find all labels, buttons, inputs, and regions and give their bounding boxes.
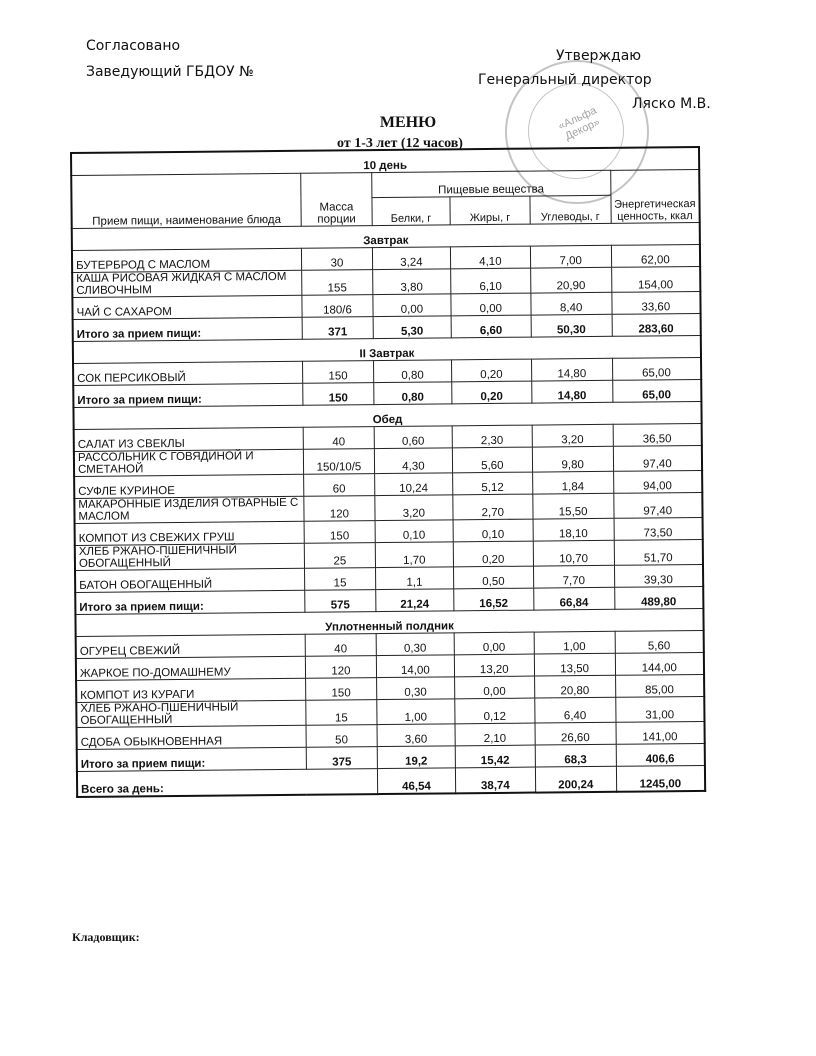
stamp-text: «Альфа Декор»: [556, 104, 602, 143]
dish-name: РАССОЛЬНИК С ГОВЯДИНОЙ И СМЕТАНОЙ: [74, 449, 304, 476]
dish-energy: 85,00: [615, 674, 704, 697]
dish-mass: 150: [304, 521, 375, 544]
dish-energy: 5,60: [615, 630, 704, 653]
dish-mass: 155: [302, 270, 373, 296]
dish-energy: 65,00: [612, 357, 701, 380]
total-fat: 6,60: [451, 315, 531, 338]
dish-fat: 4,10: [450, 246, 530, 269]
total-protein: 5,30: [373, 316, 451, 339]
dish-name: ОГУРЕЦ СВЕЖИЙ: [76, 634, 306, 658]
grand-total-fat: 38,74: [455, 767, 535, 793]
dish-energy: 39,30: [614, 564, 703, 587]
dish-mass: 180/6: [302, 295, 373, 318]
dish-name: ХЛЕБ РЖАНО-ПШЕНИЧНЫЙ ОБОГАЩЕННЫЙ: [76, 700, 306, 727]
total-mass: 150: [303, 383, 374, 406]
document-subtitle: от 1-3 лет (12 часов): [337, 136, 463, 151]
dish-energy: 144,00: [615, 652, 704, 675]
dish-energy: 154,00: [611, 266, 700, 292]
dish-mass: 60: [304, 474, 375, 497]
dish-fat: 0,50: [453, 566, 533, 589]
dish-mass: 15: [306, 700, 377, 726]
dish-energy: 33,60: [611, 291, 700, 314]
total-mass: 575: [305, 590, 376, 613]
dish-carbs: 26,60: [535, 722, 616, 745]
document-title: МЕНЮ: [379, 114, 437, 131]
director-title: Генеральный директор: [478, 72, 652, 88]
dish-mass: 30: [301, 248, 372, 271]
dish-name: БУТЕРБРОД С МАСЛОМ: [72, 248, 302, 272]
dish-energy: 97,40: [613, 445, 702, 471]
col-header-carbs: Углеводы, г: [530, 195, 611, 224]
dish-fat: 2,10: [455, 723, 535, 746]
dish-name: ХЛЕБ РЖАНО-ПШЕНИЧНЫЙ ОБОГАЩЕННЫЙ: [75, 543, 305, 570]
dish-mass: 120: [304, 496, 375, 522]
dish-energy: 97,40: [613, 492, 702, 518]
col-header-mass: Масса порции: [301, 173, 372, 227]
grand-total-row: [77, 765, 705, 797]
total-mass: 375: [306, 747, 377, 770]
dish-mass: 40: [305, 634, 376, 657]
dish-energy: 73,50: [614, 517, 703, 540]
section-title: Обед: [73, 401, 701, 429]
total-protein: 0,80: [374, 382, 452, 405]
dish-mass: 25: [304, 543, 375, 569]
grand-total-label: Всего за день:: [77, 769, 378, 797]
total-energy: 65,00: [612, 379, 701, 402]
dish-carbs: 18,10: [533, 518, 614, 541]
dish-name: СДОБА ОБЫКНОВЕННАЯ: [77, 725, 307, 749]
dish-carbs: 20,80: [534, 675, 615, 698]
dish-name: БАТОН ОБОГАЩЕННЫЙ: [75, 568, 305, 592]
dish-name: САЛАТ ИЗ СВЕКЛЫ: [74, 427, 304, 451]
dish-mass: 50: [306, 725, 377, 748]
dish-energy: 94,00: [613, 470, 702, 493]
dish-name: ЧАЙ С САХАРОМ: [72, 295, 302, 319]
dish-protein: 0,80: [373, 360, 451, 383]
dish-carbs: 13,50: [534, 653, 615, 676]
dish-carbs: 7,00: [530, 245, 611, 268]
dish-fat: 0,00: [454, 676, 534, 699]
dish-carbs: 15,50: [533, 493, 614, 519]
head-title: Заведующий ГБДОУ №: [86, 64, 254, 80]
dish-fat: 13,20: [454, 654, 534, 677]
dish-energy: 31,00: [615, 696, 704, 722]
dish-protein: 3,20: [375, 495, 453, 521]
dish-protein: 0,60: [374, 426, 452, 449]
dish-name: КАША РИСОВАЯ ЖИДКАЯ С МАСЛОМ СЛИВОЧНЫМ: [72, 270, 302, 297]
dish-fat: 2,30: [452, 425, 532, 448]
total-carbs: 14,80: [531, 380, 612, 403]
dish-protein: 3,60: [377, 724, 455, 747]
section-title: II Завтрак: [73, 335, 701, 363]
total-carbs: 68,3: [535, 744, 616, 767]
total-label: Итого за прием пищи:: [77, 747, 307, 771]
total-fat: 15,42: [455, 745, 535, 768]
grand-total-protein: 46,54: [377, 768, 455, 794]
dish-fat: 0,20: [451, 359, 531, 382]
col-header-nutrients: Пищевые вещества: [372, 170, 611, 197]
dish-energy: 141,00: [616, 721, 705, 744]
dish-carbs: 7,70: [533, 565, 614, 588]
dish-protein: 1,1: [375, 567, 453, 590]
day-title: 10 день: [71, 147, 699, 176]
dish-name: КОМПОТ ИЗ СВЕЖИХ ГРУШ: [75, 521, 305, 545]
dish-protein: 0,30: [376, 633, 454, 656]
total-fat: 16,52: [454, 588, 534, 611]
dish-fat: 6,10: [450, 268, 530, 294]
storekeeper-label: Кладовщик:: [72, 930, 140, 944]
total-mass: 371: [302, 317, 373, 340]
col-header-protein: Белки, г: [372, 196, 450, 225]
dish-protein: 10,24: [374, 473, 452, 496]
dish-protein: 0,10: [375, 520, 453, 543]
dish-protein: 1,00: [377, 699, 455, 725]
dish-fat: 5,60: [452, 447, 532, 473]
dish-fat: 0,00: [451, 293, 531, 316]
total-energy: 406,6: [616, 743, 705, 766]
total-label: Итого за прием пищи:: [73, 383, 303, 407]
dish-fat: 2,70: [453, 494, 533, 520]
col-header-energy: Энергетическая ценность, ккал: [610, 169, 699, 223]
grand-total-carbs: 200,24: [535, 766, 616, 792]
dish-carbs: 3,20: [532, 424, 613, 447]
dish-protein: 14,00: [376, 655, 454, 678]
dish-carbs: 20,90: [530, 267, 611, 293]
dish-name: КОМПОТ ИЗ КУРАГИ: [76, 678, 306, 702]
dish-carbs: 14,80: [531, 358, 612, 381]
dish-name: ЖАРКОЕ ПО-ДОМАШНЕМУ: [76, 656, 306, 680]
approval-label: Согласовано: [86, 38, 181, 54]
dish-name: СОК ПЕРСИКОВЫЙ: [73, 361, 303, 385]
total-carbs: 66,84: [533, 587, 614, 610]
total-label: Итого за прием пищи:: [75, 590, 305, 614]
dish-protein: 0,30: [376, 677, 454, 700]
dish-mass: 40: [303, 427, 374, 450]
section-title: Уплотненный полдник: [75, 608, 703, 636]
total-label: Итого за прием пищи:: [73, 317, 303, 341]
total-fat: 0,20: [452, 381, 532, 404]
dish-name: СУФЛЕ КУРИНОЕ: [74, 474, 304, 498]
total-energy: 489,80: [614, 586, 703, 609]
dish-mass: 150: [302, 361, 373, 384]
dish-carbs: 6,40: [535, 697, 616, 723]
dish-fat: 0,12: [455, 698, 535, 724]
dish-energy: 51,70: [614, 539, 703, 565]
dish-name: МАКАРОННЫЕ ИЗДЕЛИЯ ОТВАРНЫЕ С МАСЛОМ: [74, 496, 304, 523]
total-carbs: 50,30: [531, 314, 612, 337]
total-energy: 283,60: [612, 313, 701, 336]
dish-protein: 1,70: [375, 542, 453, 568]
dish-fat: 5,12: [452, 472, 532, 495]
dish-protein: 0,00: [373, 294, 451, 317]
dish-fat: 0,00: [454, 632, 534, 655]
director-name: Ляско М.В.: [632, 96, 711, 112]
col-header-fat: Жиры, г: [450, 196, 530, 225]
dish-mass: 15: [304, 568, 375, 591]
dish-mass: 120: [305, 656, 376, 679]
total-protein: 19,2: [377, 746, 455, 769]
menu-table: [70, 146, 706, 798]
approve-label: Утверждаю: [556, 48, 642, 64]
col-header-name: Прием пищи, наименование блюда: [71, 173, 301, 228]
dish-energy: 36,50: [613, 423, 702, 446]
dish-carbs: 1,00: [534, 631, 615, 654]
dish-energy: 62,00: [611, 244, 700, 267]
dish-carbs: 10,70: [533, 540, 614, 566]
grand-total-energy: 1245,00: [616, 765, 705, 791]
dish-carbs: 9,80: [532, 446, 613, 472]
section-title: Завтрак: [72, 222, 700, 250]
dish-protein: 3,24: [372, 247, 450, 270]
dish-mass: 150: [305, 678, 376, 701]
total-protein: 21,24: [376, 589, 454, 612]
dish-mass: 150/10/5: [303, 449, 374, 475]
dish-carbs: 8,40: [531, 292, 612, 315]
dish-protein: 4,30: [374, 448, 452, 474]
dish-protein: 3,80: [373, 269, 451, 295]
dish-carbs: 1,84: [532, 471, 613, 494]
dish-fat: 0,20: [453, 541, 533, 567]
dish-fat: 0,10: [453, 519, 533, 542]
